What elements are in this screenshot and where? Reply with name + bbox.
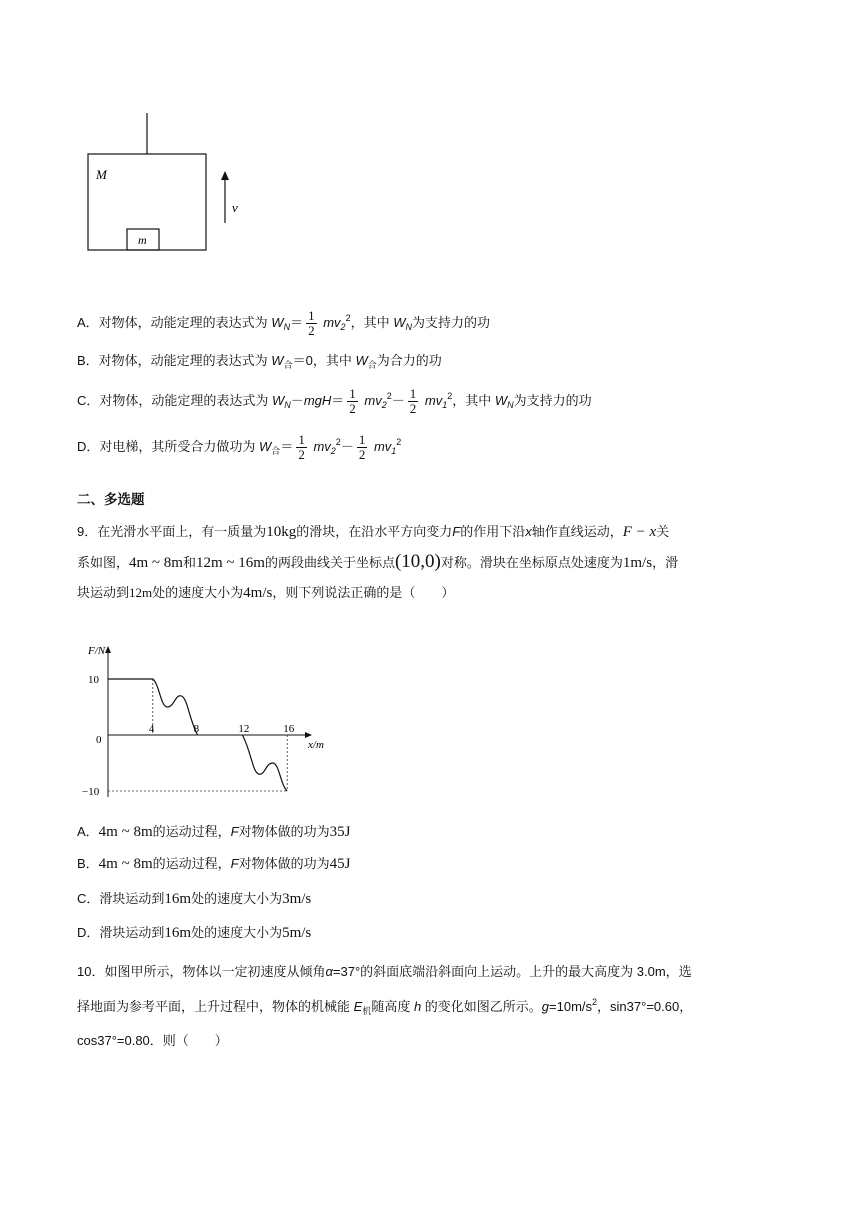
velocity-arrowhead [221,171,229,180]
q10-stem [77,957,789,1056]
origin-label: 0 [96,734,102,746]
y-tick-label: 10 [88,674,99,686]
label-m: m [138,233,147,247]
label-v: v [232,200,238,215]
q8-option-a: A．对物体，动能定理的表达式为 $W_N=$ $\frac{1}{2}$ $mv_2^2$，其中 $W_N$为支持力的功 [77,308,490,339]
q10-line-1: 10．如图甲所示，物体以一定初速度从倾角α=37°的斜面底端沿斜面向上运动。上升的最大高度为 3.0m，选 [77,964,692,979]
q8-option-c: C．对物体，动能定理的表达式为 $W_N-mgH=$ $\frac{1}{2}$ $mv_2^2-$ $\frac{1}{2}$ $mv_1^2$，其中 $W_N$为支持力的功 [77,386,592,417]
series-line-12-16 [242,735,287,791]
q9-option-d: D．滑块运动到16m处的速度大小为5m/s [77,925,312,941]
q9-line-2: 系如图，4m ~ 8m和12m ~ 16m的两段曲线关于坐标点(10,0)对称。滑块在坐标原点处速度为1m/s，滑 [77,551,679,572]
x-tick-label: 16 [283,723,295,735]
x-tick-label: 8 [193,723,200,735]
q10-line-2: 择地面为参考平面，上升过程中，物体的机械能 $E_机$随高度 h 的变化如图乙所示。$g=10m/s^2$，sin37°=0.60， [77,997,693,1016]
x-axis-label: x/m [308,739,324,751]
section-title: 二、多选题 [77,492,145,507]
q9-line-1: 9．在光滑水平面上，有一质量为10kg的滑块，在沿水平方向变力F的作用下沿x轴作直线运动，F − x关 [77,524,670,540]
x-axis-arrowhead [305,732,312,738]
q9-stem [77,517,789,608]
fraction: $\frac{1}{2}$ [349,386,356,417]
chart-axes [105,646,312,797]
q10-line-3: cos37°=0.80．则（ ） [77,1033,228,1048]
q9-option-c: C．滑块运动到16m处的速度大小为3m/s [77,891,312,907]
x-tick-label: 12 [238,723,250,735]
q8-option-d: D．对电梯，其所受合力做功为 $W_合=$ $\frac{1}{2}$ $mv_2^2-$ $\frac{1}{2}$ $mv_1^2$ [77,432,402,463]
fraction: $\frac{1}{2}$ [409,386,417,417]
q9-line-3: 块运动到12m处的速度大小为4m/s，则下列说法正确的是（ ） [77,585,455,601]
q9-option-a: A．4m ~ 8m的运动过程，F对物体做的功为35J [77,824,351,840]
fraction: $\frac{1}{2}$ [298,432,305,463]
y-axis-arrowhead [105,646,111,653]
fraction: $\frac{1}{2}$ [358,432,366,463]
y-axis-label: F/N [88,645,106,657]
force-position-chart [80,640,340,810]
label-M: M [96,167,107,182]
y-tick-label: −10 [82,786,100,798]
x-tick-label: 4 [148,723,155,735]
q9-option-b: B．4m ~ 8m的运动过程，F对物体做的功为45J [77,856,351,872]
fraction: $\frac{1}{2}$ [308,308,315,339]
chart-tick-labels [82,674,295,798]
q8-option-b: B．对物体，动能定理的表达式为 $W_合=0$，其中 $W_合$为合力的功 [77,353,442,370]
elevator-figure [80,108,260,258]
